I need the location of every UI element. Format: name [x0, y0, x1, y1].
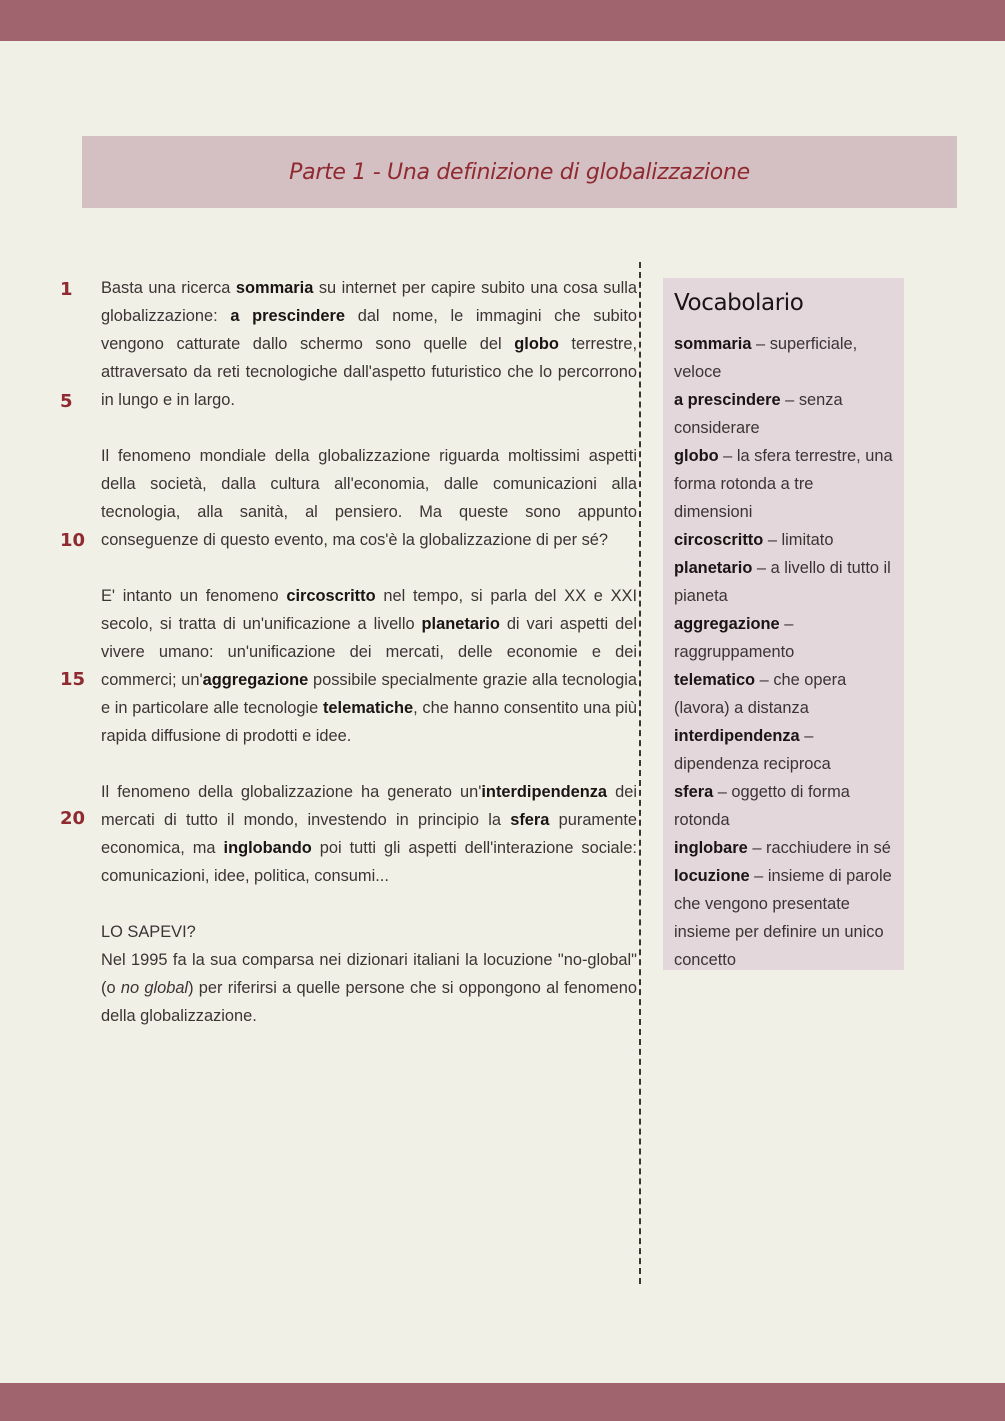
title-banner [82, 136, 957, 208]
vocabulary-item: telematico – che opera (lavora) a distanza [674, 671, 847, 717]
term-highlight: globo [514, 335, 559, 353]
main-text [101, 274, 637, 1030]
sapevi-heading: LO SAPEVI? [101, 923, 196, 941]
vocabulary-item: locuzione – insieme di parole che vengono presentate insieme per definire un unico concetto [674, 867, 892, 969]
vocabulary-item: inglobare – racchiudere in sé [674, 839, 891, 857]
vocabulary-term: telematico [674, 671, 756, 689]
vocabulary-term: sfera [674, 783, 714, 801]
vocabulary-definition: a livello di tutto il pianeta [674, 559, 891, 605]
vocabulary-definition: racchiudere in sé [766, 839, 891, 857]
paragraph: Il fenomeno mondiale della globalizzazione riguarda moltissimi aspetti della società, dalla cultura all'economia, dalle comunicazioni alla tecnologia, alla sanità, al pensiero. Ma queste sono appunto conseguenze di questo evento, ma cos'è la globalizzazione di per sé? [101, 447, 637, 549]
vocabulary-definition: oggetto di forma rotonda [674, 783, 850, 829]
vocabulary-definition: raggruppamento [674, 643, 795, 661]
line-number: 20 [60, 808, 86, 829]
vocabulary-item: sfera – oggetto di forma rotonda [674, 783, 850, 829]
line-number: 15 [60, 669, 86, 690]
vocabulary-term: a prescindere [674, 391, 781, 409]
vocabulary-definition: senza considerare [674, 391, 843, 437]
vocabulary-definition: superficiale, veloce [674, 335, 858, 381]
vocabulary-item: planetario – a livello di tutto il pianeta [674, 559, 891, 605]
term-highlight: planetario [421, 615, 500, 633]
bottom-band [0, 1383, 1005, 1421]
vocabulary-item: interdipendenza – dipendenza reciproca [674, 727, 831, 773]
term-highlight: circoscritto [286, 587, 376, 605]
vocabulary-item: aggregazione – raggruppamento [674, 615, 795, 661]
sapevi-body: Nel 1995 fa la sua comparsa nei dizionari italiani la locuzione "no-global" (o no global) per riferirsi a quelle persone che si oppongono al fenomeno della globalizzazione. [101, 951, 637, 1025]
term-highlight: telematiche [322, 699, 414, 717]
vocabulary-item: sommaria – superficiale, veloce [674, 335, 858, 381]
vocabulary-definition: la sfera terrestre, una forma rotonda a tre dimensioni [674, 447, 893, 521]
paragraph: E' intanto un fenomeno circoscritto nel tempo, si parla del XX e XXI secolo, si tratta di un'unificazione a livello planetario di vari aspetti del vivere umano: un'unificazione dei mercati, delle economie e dei commerci; un'aggregazione possibile specialmente grazie alla tecnologia e in particolare alle tecnologie telematiche, che hanno consentito una più rapida diffusione di prodotti e idee. [101, 587, 638, 745]
paragraph: Basta una ricerca sommaria su internet per capire subito una cosa sulla globalizzazione: a prescindere dal nome, le immagini che subito vengono catturate dallo schermo sono quelle del globo terrestre, attraversato da reti tecnologiche dall'aspetto futuristico che lo percorrono in lungo e in largo. [101, 279, 637, 409]
vocabulary-term: inglobare [674, 839, 748, 857]
vocabulary-definition: dipendenza reciproca [674, 755, 831, 773]
vocabulary-item: a prescindere – senza considerare [674, 391, 843, 437]
vocabulary-title: Vocabolario [674, 290, 804, 316]
paragraph: Il fenomeno della globalizzazione ha generato un'interdipendenza dei mercati di tutto il mondo, investendo in principio la sfera puramente economica, ma inglobando poi tutti gli aspetti dell'interazione sociale: comunicazioni, idee, politica, consumi... [101, 783, 637, 885]
vocabulary-term: circoscritto [674, 531, 764, 549]
vocabulary-definition: che opera (lavora) a distanza [674, 671, 847, 717]
vocabulary-item: globo – la sfera terrestre, una forma rotonda a tre dimensioni [674, 447, 893, 521]
top-band [0, 0, 1005, 41]
term-highlight: sommaria [235, 279, 314, 297]
column-divider [639, 262, 641, 1284]
term-highlight: aggregazione [202, 671, 309, 689]
line-number: 5 [60, 391, 73, 412]
term-highlight: sfera [510, 811, 550, 829]
vocabulary-term: sommaria [674, 335, 752, 353]
term-highlight: interdipendenza [481, 783, 608, 801]
vocabulary-term: locuzione [674, 867, 750, 885]
vocabulary-box [663, 278, 904, 970]
vocabulary-term: aggregazione [674, 615, 780, 633]
vocabulary-list [674, 330, 894, 974]
vocabulary-term: planetario [674, 559, 753, 577]
vocabulary-term: interdipendenza [674, 727, 800, 745]
page-title: Parte 1 - Una definizione di globalizzazione [289, 159, 750, 185]
line-number: 1 [60, 279, 73, 300]
term-highlight: inglobando [223, 839, 312, 857]
vocabulary-definition: insieme di parole che vengono presentate insieme per definire un unico concetto [674, 867, 892, 969]
term-highlight: a prescindere [230, 307, 346, 325]
vocabulary-term: globo [674, 447, 719, 465]
vocabulary-item: circoscritto – limitato [674, 531, 834, 549]
line-number: 10 [60, 530, 86, 551]
vocabulary-definition: limitato [781, 531, 834, 549]
